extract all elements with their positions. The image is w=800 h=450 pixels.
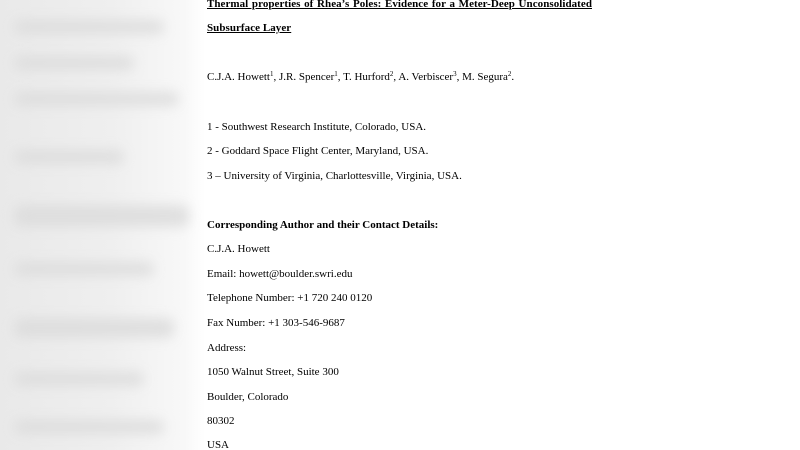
author-affiliation-mark: 1 xyxy=(334,70,338,78)
author-separator: . xyxy=(511,71,515,83)
author-separator: , xyxy=(456,71,463,83)
affiliation-1: 1 - Southwest Research Institute, Colorado, USA. xyxy=(207,121,427,133)
author-separator: , xyxy=(337,71,344,83)
document-page xyxy=(207,0,597,450)
author-affiliation-mark: 3 xyxy=(453,70,457,78)
author-name: J.R. Spencer xyxy=(278,71,335,83)
author-affiliation-mark: 2 xyxy=(507,70,512,78)
author-name: C.J.A. Howett xyxy=(207,71,270,83)
author-affiliation-mark: 2 xyxy=(389,70,394,78)
author-separator: , xyxy=(273,71,279,83)
contact-country: USA xyxy=(207,439,230,450)
author-separator: , xyxy=(393,71,399,83)
author-affiliation-mark: 1 xyxy=(269,70,274,78)
contact-email: Email: howett@boulder.swri.edu xyxy=(207,268,353,280)
author-name: M. Segura xyxy=(462,71,508,83)
paper-title-line-1: Thermal properties of Rhea’s Poles: Evidence for a Meter-Deep Unconsolidated xyxy=(207,0,592,10)
author-name: A. Verbiscer xyxy=(398,71,454,83)
author-name: T. Hurford xyxy=(343,71,390,83)
contact-city: Boulder, Colorado xyxy=(207,391,289,403)
author-list xyxy=(207,71,514,84)
affiliation-3: 3 – University of Virginia, Charlottesville, Virginia, USA. xyxy=(207,170,462,182)
contact-heading: Corresponding Author and their Contact Details: xyxy=(207,219,439,231)
paper-title-line-2: Subsurface Layer xyxy=(207,22,292,34)
contact-phone: Telephone Number: +1 720 240 0120 xyxy=(207,292,373,304)
contact-street: 1050 Walnut Street, Suite 300 xyxy=(207,366,339,378)
contact-zip: 80302 xyxy=(207,415,235,427)
contact-name: C.J.A. Howett xyxy=(207,243,270,255)
blurred-sidebar xyxy=(0,0,205,450)
contact-address-label: Address: xyxy=(207,342,247,354)
affiliation-2: 2 - Goddard Space Flight Center, Maryland, USA. xyxy=(207,145,429,157)
contact-fax: Fax Number: +1 303-546-9687 xyxy=(207,317,345,329)
